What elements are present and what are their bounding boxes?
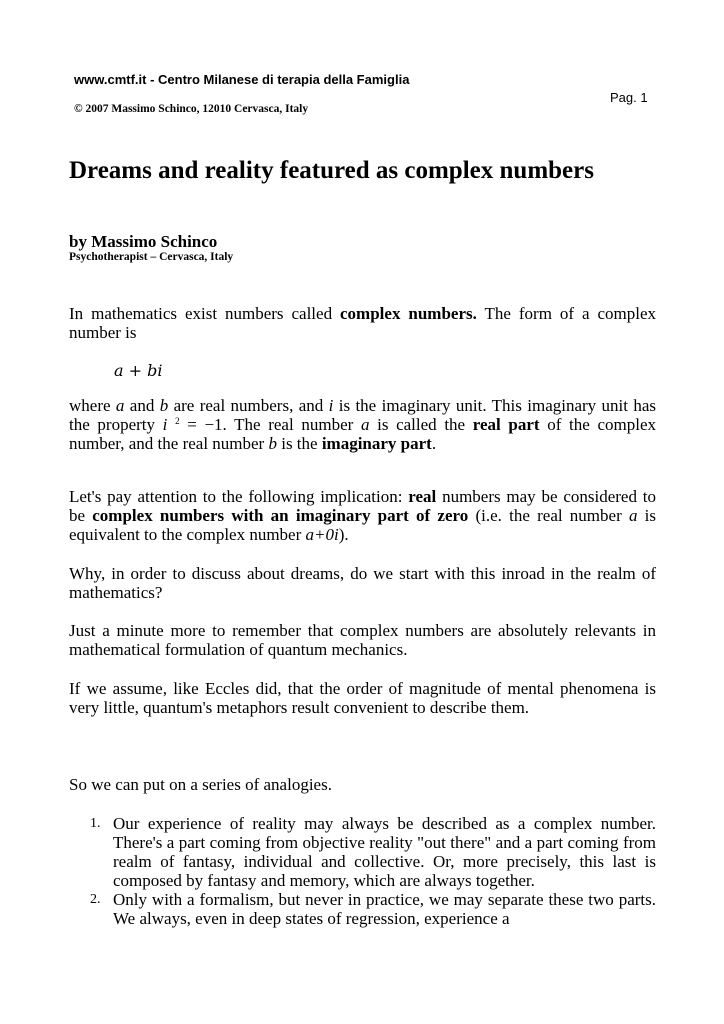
author-name: by Massimo Schinco <box>69 232 218 251</box>
italic-var: b <box>159 396 169 415</box>
text-run: of the complex number, and the real number <box>69 415 657 453</box>
formula-operator: + <box>128 361 143 380</box>
italic-var: a <box>360 415 370 434</box>
list-number: 2. <box>90 892 101 907</box>
italic-var: a <box>115 396 125 415</box>
text-run: is called the <box>369 415 473 434</box>
italic-var: a <box>628 506 638 525</box>
bold-term: complex numbers with an imaginary part of zero <box>92 506 469 525</box>
copyright-line: © 2007 Massimo Schinco, 12010 Cervasca, Italy <box>74 103 309 115</box>
italic-expression: a+0i <box>305 525 339 544</box>
text-run: is the imaginary unit. This imaginary unit has the property <box>69 396 657 434</box>
paragraph-complex-intro <box>69 304 656 342</box>
text-run: is equivalent to the complex number <box>69 506 657 544</box>
author-affiliation: Psychotherapist – Cervasca, Italy <box>69 251 234 263</box>
text-run: are real numbers, and <box>168 396 329 415</box>
paragraph-implication <box>69 487 656 544</box>
paragraph-eccles: If we assume, like Eccles did, that the order of magnitude of mental phenomena is very little, quantum's metaphors result convenient to describe them. <box>69 679 656 717</box>
italic-var: b <box>268 434 277 453</box>
text-run: (i.e. the real number <box>468 506 629 525</box>
formula-var: a <box>114 361 124 380</box>
formula-var: i <box>157 361 163 380</box>
paragraph-definition <box>69 396 656 453</box>
text-run: Let's pay attention to the following implication: <box>69 487 409 506</box>
text-run: The form of a complex number is <box>69 304 656 342</box>
list-item-text: Our experience of reality may always be described as a complex number. There's a part coming from objective reality "out there" and a part coming from realm of fantasy, individual and collective. Or, more precisely, this last is composed by fantasy and memory, which are always together. <box>113 814 656 890</box>
italic-var: i <box>328 396 334 415</box>
italic-var: i <box>162 415 168 434</box>
document-title: Dreams and reality featured as complex numbers <box>69 157 594 184</box>
page-number: Pag. 1 <box>610 90 648 105</box>
text-run: In mathematics exist numbers called <box>69 304 341 323</box>
formula-a-plus-bi <box>114 361 163 380</box>
list-item-text: Only with a formalism, but never in practice, we may separate these two parts. We always, even in deep states of regression, experience a <box>113 890 656 928</box>
text-run: numbers may be considered to be <box>69 487 657 525</box>
paragraph-quantum: Just a minute more to remember that complex numbers are absolutely relevants in mathematical formulation of quantum mechanics. <box>69 621 656 659</box>
text-run: and <box>124 396 160 415</box>
bold-term: real <box>408 487 437 506</box>
superscript: 2 <box>175 416 180 426</box>
text-run: = −1. The real number <box>179 415 361 434</box>
bold-term: complex numbers. <box>340 304 477 323</box>
text-run: . <box>431 434 437 453</box>
paragraph-analogies: So we can put on a series of analogies. <box>69 775 332 794</box>
text-run: is the <box>276 434 322 453</box>
list-item <box>69 890 656 928</box>
bold-term: imaginary part <box>321 434 432 453</box>
analogies-list <box>69 814 656 928</box>
formula-var: b <box>147 361 158 380</box>
list-number: 1. <box>90 816 101 831</box>
text-run: where <box>69 396 116 415</box>
text-run: ). <box>338 525 349 544</box>
site-header: www.cmtf.it - Centro Milanese di terapia della Famiglia <box>74 72 410 87</box>
paragraph-why-dreams: Why, in order to discuss about dreams, do we start with this inroad in the realm of mathematics? <box>69 564 656 602</box>
list-item <box>69 814 656 890</box>
bold-term: real part <box>472 415 540 434</box>
